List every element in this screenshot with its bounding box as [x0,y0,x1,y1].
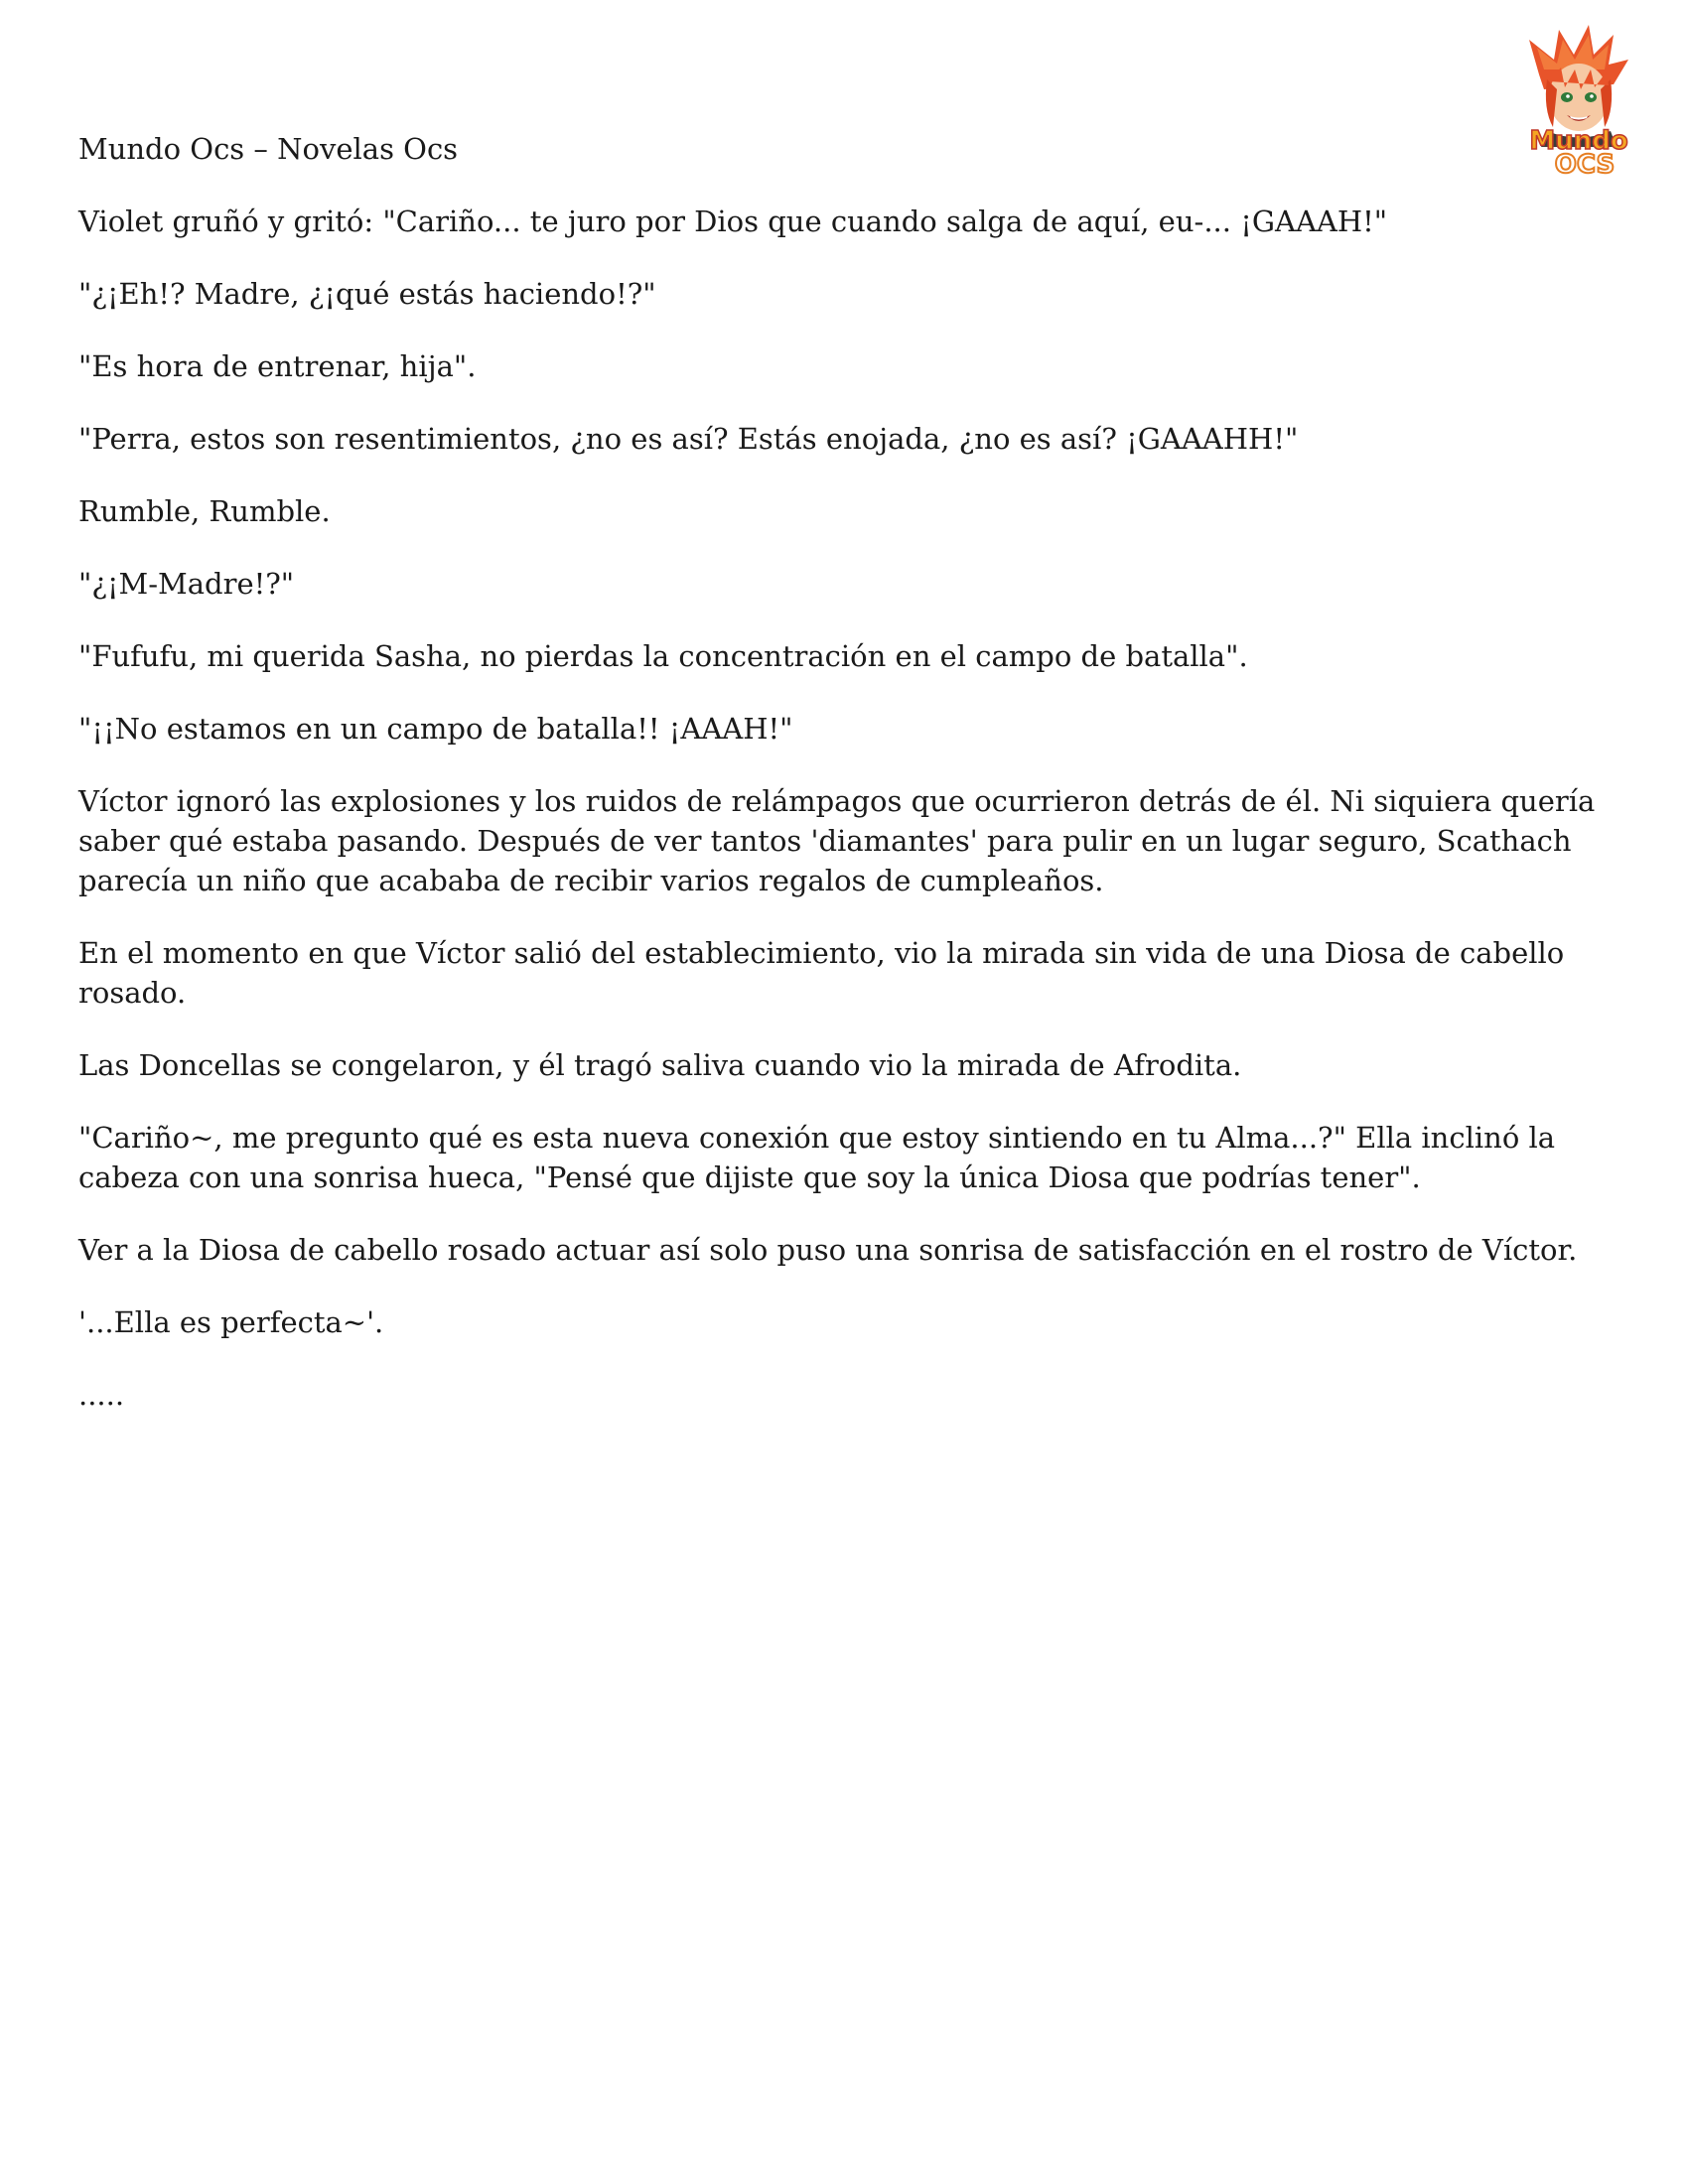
logo-text-mundo: Mundo [1529,126,1628,156]
paragraph-13: Ver a la Diosa de cabello rosado actuar así solo puso una sonrisa de satisfacción en el rostro de Víctor. [78,1233,1578,1267]
site-title: Mundo Ocs – Novelas Ocs [78,132,459,166]
paragraph-10: En el momento en que Víctor salió del establecimiento, vio la mirada sin vida de una Diosa de cabello rosado. [78,936,1565,1010]
paragraph-11: Las Doncellas se congelaron, y él tragó saliva cuando vio la mirada de Afrodita. [78,1048,1242,1082]
paragraph-2: "¿¡Eh!? Madre, ¿¡qué estás haciendo!?" [78,277,656,311]
paragraph-15: ..... [78,1378,125,1412]
paragraph-3: "Es hora de entrenar, hija". [78,349,477,383]
paragraph-9: Víctor ignoró las explosiones y los ruidos de relámpagos que ocurrieron detrás de él. Ni siquiera quería saber qué estaba pasando. Después de ver tantos 'diamantes' para pulir en un lugar seguro, Scathach parecía un niño que acababa de recibir varios regalos de cumpleaños. [78,784,1596,897]
paragraph-1: Violet gruñó y gritó: "Cariño... te juro por Dios que cuando salga de aquí, eu-... ¡GAAAH!" [78,205,1388,238]
paragraph-7: "Fufufu, mi querida Sasha, no pierdas la concentración en el campo de batalla". [78,639,1248,673]
paragraph-4: "Perra, estos son resentimientos, ¿no es así? Estás enojada, ¿no es así? ¡GAAAHH!" [78,422,1299,456]
paragraph-14: '...Ella es perfecta~'. [78,1305,384,1339]
paragraph-6: "¿¡M-Madre!?" [78,567,295,601]
document-body [78,129,1627,1447]
paragraph-5: Rumble, Rumble. [78,494,331,528]
paragraph-8: "¡¡No estamos en un campo de batalla!! ¡AAAH!" [78,712,793,746]
paragraph-12: "Cariño~, me pregunto qué es esta nueva conexión que estoy sintiendo en tu Alma...?" Ella inclinó la cabeza con una sonrisa hueca, "Pensé que dijiste que soy la única Diosa que podrías tener". [78,1121,1556,1194]
logo-text-ocs: OCS [1554,150,1616,179]
